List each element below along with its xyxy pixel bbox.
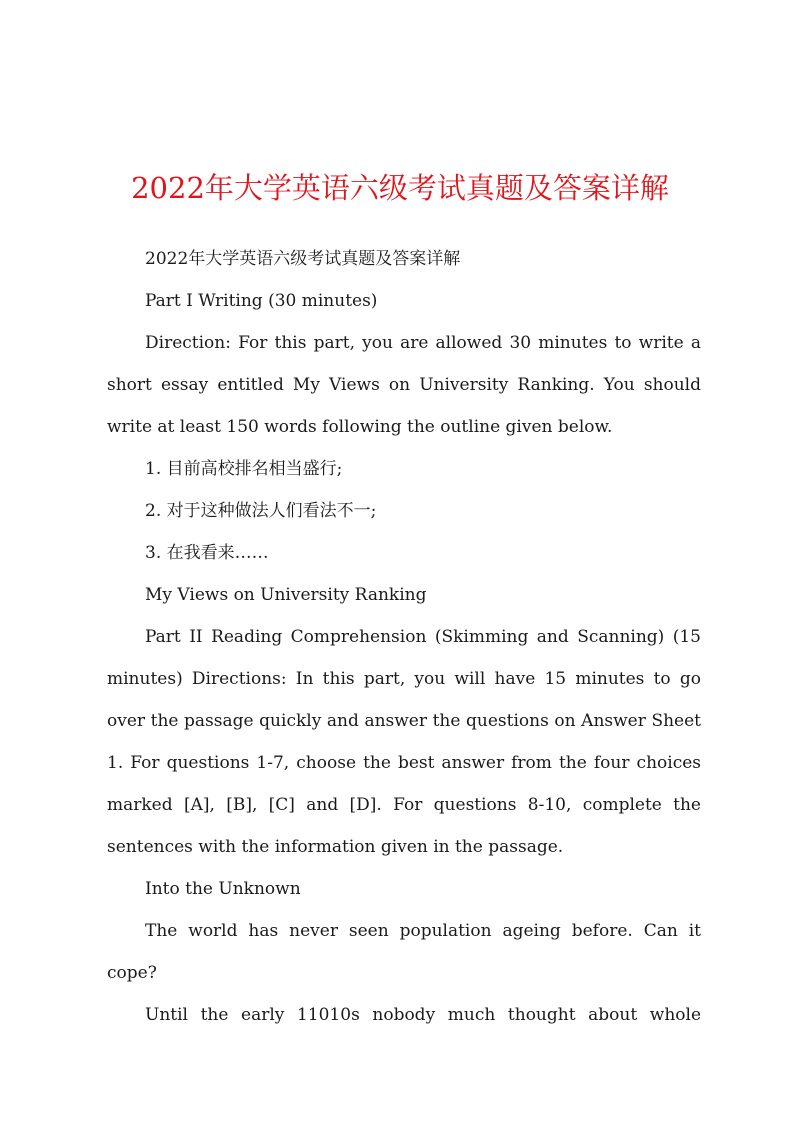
part-one-heading: Part I Writing (30 minutes) bbox=[145, 291, 378, 311]
outline-item-3: 3. 在我看来…… bbox=[145, 543, 269, 563]
passage-title: Into the Unknown bbox=[145, 879, 301, 899]
passage-first-line: Until the early 11010s nobody much thought about whole bbox=[145, 1005, 701, 1025]
document-body bbox=[107, 238, 701, 1036]
subtitle-paragraph: 2022年大学英语六级考试真题及答案详解 bbox=[145, 249, 461, 269]
outline-item-2: 2. 对于这种做法人们看法不一; bbox=[145, 501, 377, 521]
document-title: 2022年大学英语六级考试真题及答案详解 bbox=[131, 171, 669, 205]
reading-directions-paragraph: Part II Reading Comprehension (Skimming and Scanning) (15 minutes) Directions: In this part, you will have 15 minutes to go over the passage quickly and answer the questions on Answer Sheet 1. For questions 1-7, choose the best answer from the four choices marked [A], [B], [C] and [D]. For questions 8-10, complete the sentences with the information given in the passage. bbox=[107, 627, 701, 857]
writing-directions-paragraph: Direction: For this part, you are allowed 30 minutes to write a short essay entitled My Views on University Ranking. You should write at least 150 words following the outline given below. bbox=[107, 333, 701, 437]
passage-subtitle: The world has never seen population ageing before. Can it cope? bbox=[107, 921, 701, 983]
essay-title: My Views on University Ranking bbox=[145, 585, 427, 605]
outline-item-1: 1. 目前高校排名相当盛行; bbox=[145, 459, 343, 479]
